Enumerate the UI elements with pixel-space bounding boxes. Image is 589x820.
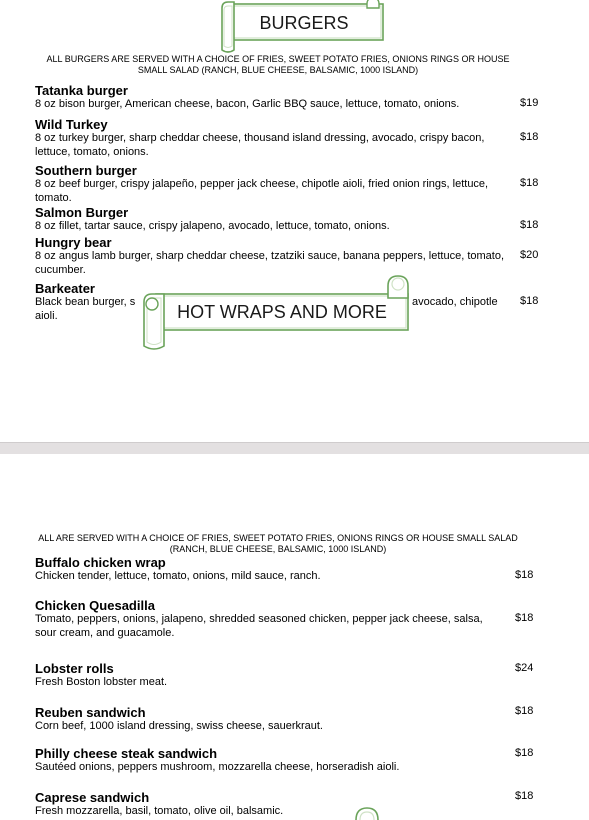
menu-item [35,598,495,640]
item-description: Fresh mozzarella, basil, tomato, olive oil, balsamic. [35,805,284,817]
item-name: Caprese sandwich [35,790,150,805]
item-price: $18 [515,612,534,624]
item-name: Barkeater [35,281,95,296]
item-price: $24 [515,662,534,674]
item-description: 8 oz angus lamb burger, sharp cheddar cheese, tzatziki sauce, banana peppers, lettuce, tomato, cucumber. [35,250,505,276]
item-description: 8 oz bison burger, American cheese, bacon, Garlic BBQ sauce, lettuce, tomato, onions. [35,98,460,110]
page-separator [0,442,589,454]
item-name: Lobster rolls [35,661,114,676]
item-price: $18 [515,747,534,759]
menu-item [35,235,505,277]
page-separator-line [0,442,589,443]
item-price: $18 [520,131,539,143]
burgers-banner [217,0,387,56]
item-price: $19 [520,97,539,109]
scroll-ornament-partial [352,806,382,820]
menu-item [35,705,495,734]
menu-item [35,555,495,584]
item-name: Reuben sandwich [35,705,146,720]
item-name: Philly cheese steak sandwich [35,746,218,761]
item-name: Chicken Quesadilla [35,598,155,613]
menu-item [35,205,505,234]
item-name: Hungry bear [35,235,112,250]
menu-item [35,83,505,112]
item-description: Chicken tender, lettuce, tomato, onions, mild sauce, ranch. [35,570,321,582]
item-price: $18 [520,295,539,307]
item-price: $20 [520,249,539,261]
item-description: 8 oz fillet, tartar sauce, crispy jalapeno, avocado, lettuce, tomato, onions. [35,220,390,232]
item-description: Black bean burger, s [35,296,136,308]
item-description-right: avocado, chipotle [412,296,498,308]
item-price: $18 [515,705,534,717]
item-price: $18 [520,219,539,231]
menu-item [35,117,505,159]
item-description: 8 oz turkey burger, sharp cheddar cheese, thousand island dressing, avocado, crispy bacon, lettuce, tomato, onions. [35,132,485,158]
menu-item [35,790,495,819]
item-price: $18 [515,790,534,802]
wraps-sides-note: ALL ARE SERVED WITH A CHOICE OF FRIES, SWEET POTATO FRIES, ONIONS RINGS OR HOUSE SMALL SALAD (RANCH, BLUE CHEESE, BALSAMIC, 1000 ISLAND) [38,533,518,554]
item-description: Fresh Boston lobster meat. [35,676,168,688]
item-price: $18 [520,177,539,189]
menu-page-2 [0,454,589,820]
item-description: Tomato, peppers, onions, jalapeno, shredded seasoned chicken, pepper jack cheese, salsa, sour cream, and guacamole. [35,613,483,639]
menu-item [35,746,495,775]
burgers-sides-note: ALL BURGERS ARE SERVED WITH A CHOICE OF FRIES, SWEET POTATO FRIES, ONIONS RINGS OR HOUSE SMALL SALAD (RANCH, BLUE CHEESE, BALSAMIC, 1000 ISLAND) [46,54,510,75]
hot-wraps-banner [140,272,415,354]
item-name: Buffalo chicken wrap [35,555,166,570]
section-title-hot-wraps: HOT WRAPS AND MORE [177,302,387,322]
menu-item [35,661,495,690]
item-description: 8 oz beef burger, crispy jalapeño, pepper jack cheese, chipotle aioli, fried onion rings, lettuce, tomato. [35,178,489,204]
item-name: Wild Turkey [35,117,108,132]
section-title-burgers: BURGERS [259,13,349,33]
item-name: Salmon Burger [35,205,129,220]
item-description-line2: aioli. [35,309,58,322]
item-price: $18 [515,569,534,581]
item-description: Corn beef, 1000 island dressing, swiss cheese, sauerkraut. [35,720,323,732]
item-name: Tatanka burger [35,83,128,98]
item-description: Sautéed onions, peppers mushroom, mozzarella cheese, horseradish aioli. [35,761,400,773]
item-name: Southern burger [35,163,137,178]
menu-item [35,163,505,205]
